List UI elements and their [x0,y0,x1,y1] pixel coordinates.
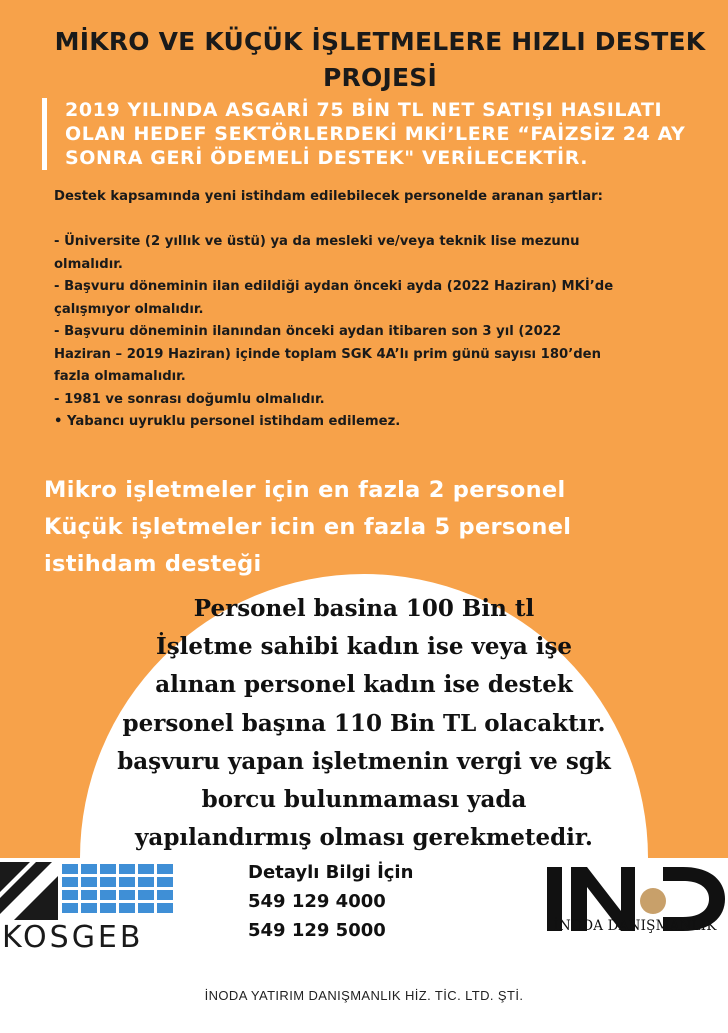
condition-line: Haziran – 2019 Haziran) içinde toplam SGK 4A’lı prim günü sayısı 180’den [54,346,601,362]
condition-line: - 1981 ve sonrası doğumlu olmalıdır. [54,391,325,407]
condition-line: çalışmıyor olmalıdır. [54,301,204,317]
kosgeb-logo-text: KOSGEB [2,920,144,955]
subtitle-line: OLAN HEDEF SEKTÖRLERDEKİ MKİ’LERE “FAİZSİZ 24 AY [65,123,686,145]
condition-line: olmalıdır. [54,256,123,272]
title-line: MİKRO VE KÜÇÜK İŞLETMELERE HIZLI DESTEK [54,27,706,56]
condition-line: fazla olmamalıdır. [54,369,186,384]
condition-line: • Yabancı uyruklu personel istihdam edilemez. [54,414,401,429]
support-block [44,472,704,583]
details-line: borcu bulunmaması yada [201,786,527,814]
details-block [80,590,648,857]
phone-number: 549 129 5000 [248,920,386,941]
conditions-list [54,186,714,434]
condition-line: - Başvuru döneminin ilan edildiği aydan önceki ayda (2022 Haziran) MKİ’de [54,279,614,294]
support-line: istihdam desteği [44,551,262,577]
condition-line: - Başvuru döneminin ilanından önceki aydan itibaren son 3 yıl (2022 [54,324,562,339]
condition-line: - Üniversite (2 yıllık ve üstü) ya da mesleki ve/veya teknik lise mezunu [54,234,580,249]
details-line: alınan personel kadın ise destek [155,671,573,699]
details-line: başvuru yapan işletmenin vergi ve sgk [117,747,611,775]
inoda-logo-text: İNODA DANIŞMANLIK [553,918,717,934]
details-line: İşletme sahibi kadın ise veya işe [155,633,573,661]
page-title [30,24,728,96]
phone-number: 549 129 4000 [248,891,386,912]
company-name: İNODA YATIRIM DANIŞMANLIK HİZ. TİC. LTD. ŞTİ. [204,988,524,1003]
details-line: Personel basina 100 Bin tl [193,595,535,622]
details-line: yapılandırmış olması gerekmetedir. [135,824,593,852]
contact-label: Detaylı Bilgi İçin [248,862,414,883]
spacer [54,209,714,232]
subtitle-line: 2019 YILINDA ASGARİ 75 BİN TL NET SATIŞI HASILATI [65,99,663,121]
subtitle-block [42,98,725,170]
kosgeb-mark-icon [0,862,175,920]
title-line: PROJESİ [323,63,437,92]
subtitle-line: SONRA GERİ ÖDEMELİ DESTEK" VERİLECEKTİR. [65,147,589,169]
details-line: personel başına 110 Bin TL olacaktır. [122,709,606,737]
contact-info [248,858,413,945]
support-line: Küçük işletmeler icin en fazla 5 personel [44,514,572,540]
support-line: Mikro işletmeler için en fazla 2 personel [44,477,566,503]
conditions-intro: Destek kapsamında yeni istihdam edilebilecek personelde aranan şartlar: [54,189,603,204]
